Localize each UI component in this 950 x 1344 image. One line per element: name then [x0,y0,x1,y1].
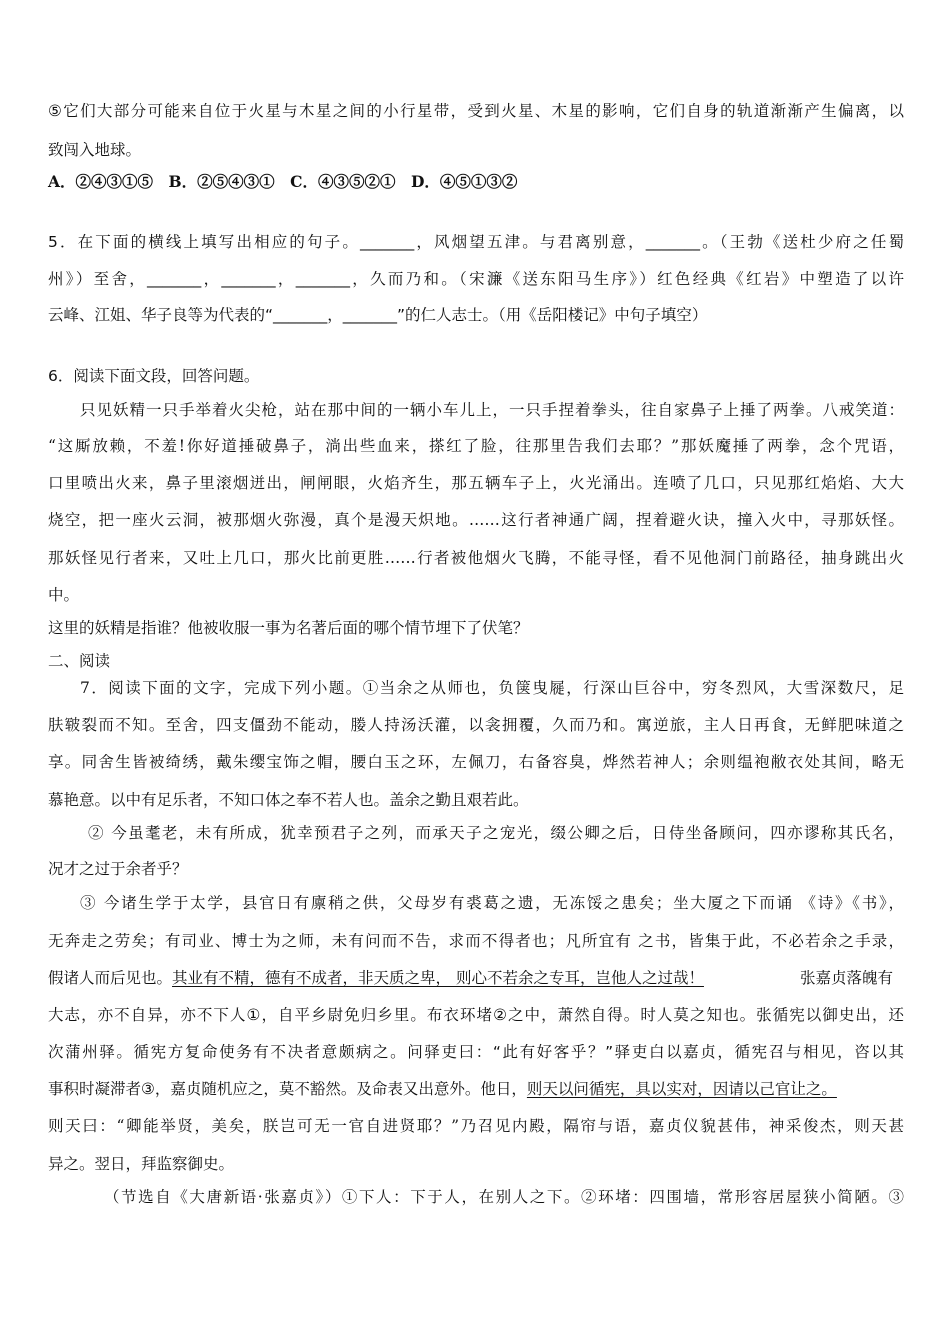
q7-line-13: 则天曰：“卿能举贤，美矣，朕岂可无一官自进贤耶？”乃召见内殿，隔帘与语，嘉贞仪貌甚伟，神采俊杰，则天甚 [48,1117,904,1135]
q4-line-2: 致闯入地球。 [48,141,142,159]
q7-footnotes: （节选自《大唐新语·张嘉贞》）①下人：下于人，在别人之下。②环堵：四围墙，常形容居屋狭小简陋。③ [104,1188,904,1206]
q7-line-14: 异之。翌日，拜监察御史。 [48,1155,235,1173]
q7-line-12-start: 事积时凝滞者③，嘉贞随机应之，莫不豁然。及命表又出意外。他日， [48,1080,527,1098]
q7-underlined-sentence-2: 则天以问循宪，具以实对，因请以己官让之。 [526,1080,837,1098]
q6-passage-line-4: 烧空，把一座火云洞，被那烟火弥漫，真个是漫天炽地。……这行者神通广阔，捏着避火诀，撞入火中，寻那妖怪。 [48,511,904,529]
q7-line-6: 况才之过于余者乎？ [48,860,188,878]
q7-line-11: 次蒲州驿。循宪方复命使务有不决者意颇病之。问驿吏曰：“此有好客乎？”驿吏白以嘉贞，循宪召与相见，咨以其 [48,1043,904,1061]
q6-passage-line-3: 口里喷出火来，鼻子里滚烟迸出，闸闸眼，火焰齐生，那五辆车子上，火光涌出。连喷了几口，只见那红焰焰、大大 [48,474,904,492]
q6-question: 这里的妖精是指谁？他被收服一事为名著后面的哪个情节埋下了伏笔？ [48,619,529,637]
section-heading-reading: 二、阅读 [48,652,111,670]
q6-passage-line-6: 中。 [48,586,80,604]
q7-line-9-start: 假诸人而后见也。 [48,969,173,987]
q7-line-3: 享。同舍生皆被绮绣，戴朱缨宝饰之帽，腰白玉之环，左佩刀，右备容臭，烨然若神人；余则缊袍敝衣处其间，略无 [48,753,904,771]
q5-line-2: 州》）至舍，_______，_______，_______，久而乃和。（宋濂《送东阳马生序》）红色经典《红岩》中塑造了以许 [48,270,904,288]
q7-underlined-sentence-1: 其业有不精，德有不成者，非天质之卑， 则心不若余之专耳，岂他人之过哉！ [172,969,704,987]
q7-line-1: 7．阅读下面的文字，完成下列小题。①当余之从师也，负箧曳屣，行深山巨谷中，穷冬烈风，大雪深数尺，足 [80,679,904,697]
q7-line-12 [48,1079,837,1099]
q4-line-1: ⑤它们大部分可能来自位于火星与木星之间的小行星带，受到火星、木星的影响，它们自身的轨道渐渐产生偏离，以 [48,102,904,120]
q6-passage-line-2: “这厮放赖，不羞!你好道捶破鼻子，淌出些血来，搽红了脸，往那里告我们去耶？”那妖魔捶了两拳，念个咒语， [48,437,904,455]
q5-line-3: 云峰、江姐、华子良等为代表的“_______，_______”的仁人志士。（用《岳阳楼记》中句子填空） [48,306,708,324]
q7-line-2: 肤皲裂而不知。至舍，四支僵劲不能动，媵人持汤沃灌，以衾拥覆，久而乃和。寓逆旅，主人日再食，无鲜肥味道之 [48,716,904,734]
q7-line-4: 慕艳意。以中有足乐者，不知口体之奉不若人也。盖余之勤且艰若此。 [48,791,529,809]
q6-passage-line-5: 那妖怪见行者来，又吐上几口，那火比前更胜……行者被他烟火飞腾，不能寻怪，看不见他洞门前路径，抽身跳出火 [48,549,904,567]
q4-options: A．②④③①⑤ B．②⑤④③① C．④③⑤②① D．④⑤①③② [48,172,518,191]
q6-passage-line-1: 只见妖精一只手举着火尖枪，站在那中间的一辆小车儿上，一只手捏着拳头，往自家鼻子上捶了两拳。八戒笑道： [80,401,904,419]
q7-line-5: ② 今虽耄老，未有所成，犹幸预君子之列，而承天子之宠光，缀公卿之后，日侍坐备顾问，四亦谬称其氏名， [88,824,904,842]
q7-line-9-end: 张嘉贞落魄有 [800,969,894,987]
q7-line-9 [48,968,704,988]
q7-line-7: ③ 今诸生学于太学，县官日有廪稍之供，父母岁有裘葛之遗，无冻馁之患矣；坐大厦之下而诵 《诗》《书》， [80,894,904,912]
q6-heading: 6．阅读下面文段，回答问题。 [48,367,260,385]
q7-line-10: 大志，亦不自异，亦不下人①，自平乡尉免归乡里。布衣环堵②之中，萧然自得。时人莫之知也。张循宪以御史出，还 [48,1006,904,1024]
q7-line-8: 无奔走之劳矣；有司业、博士为之师，未有问而不告，求而不得者也；凡所宜有 之书，皆集于此，不必若余之手录， [48,932,904,950]
q5-line-1: 5．在下面的横线上填写出相应的句子。_______，风烟望五津。与君离别意，_______。（王勃《送杜少府之任蜀 [48,233,904,251]
